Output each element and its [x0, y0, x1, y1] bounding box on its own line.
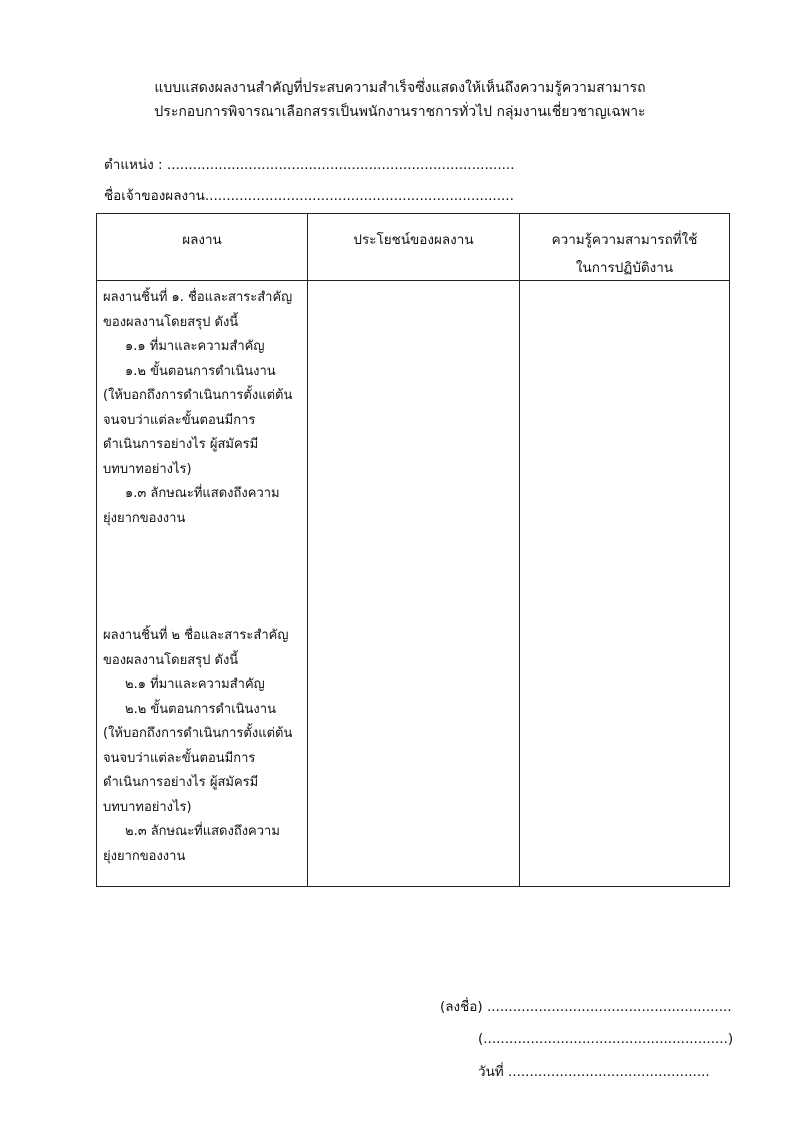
work1-line: ยุ่งยากของงาน [103, 510, 186, 526]
work1-line: ดำเนินการอย่างไร ผู้สมัครมี [103, 437, 259, 452]
work1-title: ผลงานชิ้นที่ ๑. ชื่อและสาระสำคัญ [103, 290, 293, 305]
form-title-line1: แบบแสดงผลงานสำคัญที่ประสบความสำเร็จซึ่งแสดงให้เห็นถึงความรู้ความสามารถ [154, 80, 646, 96]
work2-line: บทบาทอย่างไร) [103, 799, 192, 815]
works-table [96, 213, 730, 887]
work1-line: (ให้บอกถึงการดำเนินการตั้งแต่ต้น [103, 388, 293, 403]
owner-field: ชื่อเจ้าของผลงาน........................................................................ [104, 188, 514, 204]
work1-line: ๑.๓ ลักษณะที่แสดงถึงความ [125, 486, 280, 501]
form-title-line2: ประกอบการพิจารณาเลือกสรรเป็นพนักงานราชการทั่วไป กลุ่มงานเชี่ยวชาญเฉพาะ [154, 104, 646, 120]
column-divider [307, 214, 308, 886]
header-skills [520, 226, 729, 282]
header-skills-line2: ในการปฏิบัติงาน [575, 260, 674, 276]
signature-name-line: (.........................................................) [478, 1031, 734, 1047]
header-works: ผลงาน [182, 232, 222, 248]
work2-line: ๒.๒ ขั้นตอนการดำเนินงาน [125, 701, 276, 717]
work2-title: ผลงานชิ้นที่ ๒ ชื่อและสาระสำคัญ [103, 628, 289, 643]
work2-line: (ให้บอกถึงการดำเนินการตั้งแต่ต้น [103, 726, 293, 741]
work-item-1 [103, 286, 303, 531]
work1-line: บทบาทอย่างไร) [103, 461, 192, 477]
work2-line: จนจบว่าแต่ละขั้นตอนมีการ [103, 750, 256, 766]
work2-line: ๒.๑ ที่มาและความสำคัญ [125, 677, 265, 692]
header-skills-line1: ความรู้ความสามารถที่ใช้ [551, 232, 698, 248]
column-divider [519, 214, 520, 886]
work-item-2 [103, 624, 303, 869]
work2-line: ๒.๓ ลักษณะที่แสดงถึงความ [125, 824, 280, 839]
work2-line: ของผลงานโดยสรุป ดังนี้ [103, 652, 239, 668]
work1-line: ของผลงานโดยสรุป ดังนี้ [103, 314, 239, 330]
header-benefits: ประโยชน์ของผลงาน [353, 232, 474, 248]
work1-line: ๑.๒ ขั้นตอนการดำเนินงาน [125, 363, 276, 379]
signature-line: (ลงชื่อ) ......................................................... [440, 999, 732, 1015]
work1-line: จนจบว่าแต่ละขั้นตอนมีการ [103, 412, 256, 428]
work1-line: ๑.๑ ที่มาและความสำคัญ [125, 339, 265, 354]
signature-date-line: วันที่ ............................................... [478, 1064, 710, 1080]
work2-line: ดำเนินการอย่างไร ผู้สมัครมี [103, 775, 259, 790]
position-field: ตำแหน่ง : ................................................................................. [104, 157, 515, 173]
work2-line: ยุ่งยากของงาน [103, 848, 186, 864]
